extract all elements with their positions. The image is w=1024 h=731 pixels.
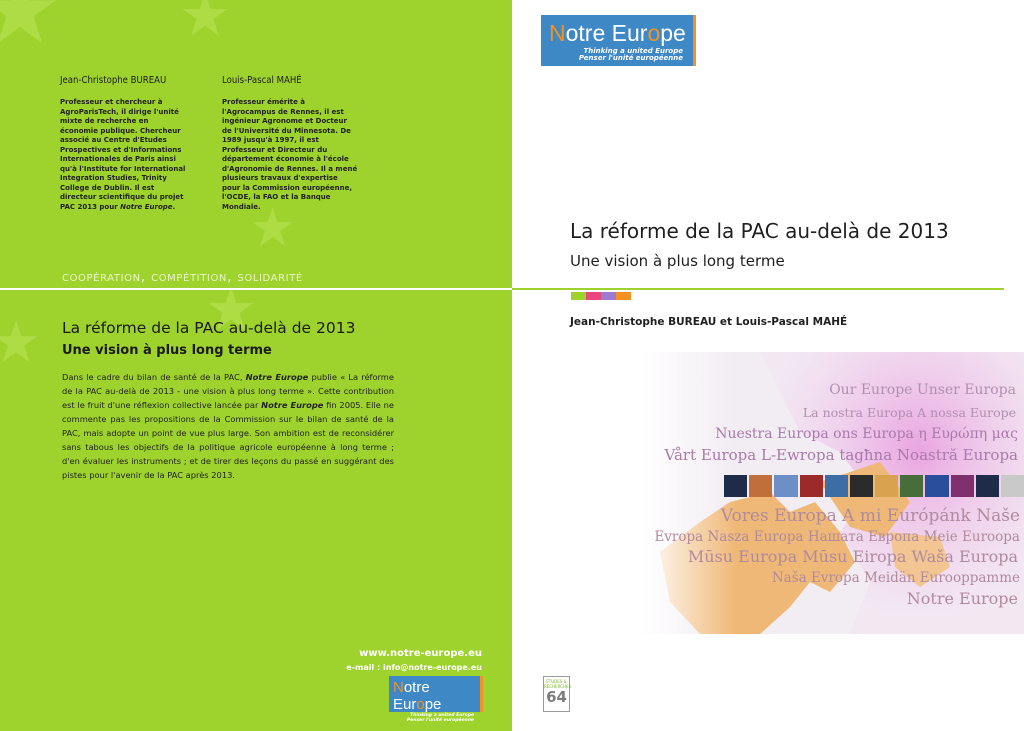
author-name: Louis-Pascal MAHÉ [222, 75, 302, 86]
series-badge: ÉTUDES & RECHERCHES 64 [543, 676, 570, 712]
author-card [60, 75, 186, 212]
front-title: La réforme de la PAC au-delà de 2013 [570, 219, 949, 243]
author-card [222, 75, 358, 212]
map-phrase: Vårt Europa L-Ewropa tagħna Noastră Europa [664, 446, 1018, 464]
author-bio: Professeur et chercheur à AgroParisTech, il dirige l'unité mixte de recherche en économie publique. Chercheur associé au Centre d'Etudes Prospectives et d'Informations Internationales de Paris ainsi qu'à l'Institute for International Integration Studies, Trinity College de Dublin. Il est directeur scientifique du projet PAC 2013 pour Notre Europe. [60, 98, 186, 211]
color-chip [601, 292, 616, 300]
front-authors: Jean-Christophe BUREAU et Louis-Pascal MAHÉ [570, 316, 848, 328]
star-icon [180, 0, 230, 40]
issue-number: 64 [546, 688, 567, 706]
divider [0, 288, 512, 290]
map-phrase: Vores Europa A mi Európánk Naše [720, 506, 1020, 526]
map-phrase: Nuestra Europa ons Europa η Ευρώπη μας [715, 426, 1018, 442]
back-title: La réforme de la PAC au-delà de 2013 [62, 319, 356, 337]
europe-map-illustration [640, 352, 1024, 634]
back-subtitle: Une vision à plus long terme [62, 343, 272, 358]
notre-europe-logo: Notre Europe Thinking a united Europe Penser l'unité européenne [541, 15, 696, 66]
map-phrase: Evropa Nasza Europa Нашата Европа Meie Euroopa [654, 529, 1020, 545]
motto: coopération, compétition, solidarité [62, 269, 303, 285]
front-subtitle: Une vision à plus long terme [570, 252, 785, 270]
photo-strip [724, 475, 1024, 497]
email-link[interactable]: e-mail : info@notre-europe.eu [346, 663, 482, 672]
divider [512, 288, 1004, 290]
author-bio: Professeur émérite à l'Agrocampus de Rennes, il est ingénieur Agronome et Docteur de l'Université du Minnesota. De 1989 jusqu'à 1997, il est Professeur et Directeur du département économie à l'école d'Agronomie de Rennes. Il a mené plusieurs travaux d'expertise pour la Commission européenne, l'OCDE, la FAO et la Banque Mondiale. [222, 98, 358, 211]
map-phrase: Our Europe Unser Europa [829, 382, 1016, 398]
color-chips [571, 292, 631, 300]
map-phrase: Naša Evropa Meidän Eurooppamme [771, 570, 1020, 586]
notre-europe-logo: Notre Europe Thinking a united Europe Penser l'unité européenne [389, 676, 483, 712]
star-icon [0, 318, 40, 366]
front-cover [512, 0, 1024, 731]
color-chip [586, 292, 601, 300]
star-icon [0, 0, 60, 50]
map-phrase: Mūsu Europa Mūsu Eiropa Waša Europa [687, 547, 1018, 566]
summary: Dans le cadre du bilan de santé de la PAC, Notre Europe publie « La réforme de la PAC au-delà de 2013 - une vision à plus long terme ». Cette contribution est le fruit d'une réflexion collective lancée par Notre Europe fin 2005. Elle ne commente pas les propositions de la Commission sur le bilan de santé de la PAC, mais adopte un point de vue plus large. Son ambition est de reconsidérer sans tabous les objectifs de la politique agricole européenne à long terme ; d'en évaluer les instruments ; et de tirer des leçons du passé en suggérant des pistes pour l'avenir de la PAC après 2013. [62, 372, 394, 480]
color-chip [571, 292, 586, 300]
color-chip [616, 292, 631, 300]
map-phrase: La nostra Europa A nossa Europe [802, 405, 1016, 420]
map-phrase: Notre Europe [906, 589, 1018, 608]
website-link[interactable]: www.notre-europe.eu [359, 648, 482, 659]
contact-block [346, 648, 482, 672]
author-name: Jean-Christophe BUREAU [60, 75, 167, 86]
